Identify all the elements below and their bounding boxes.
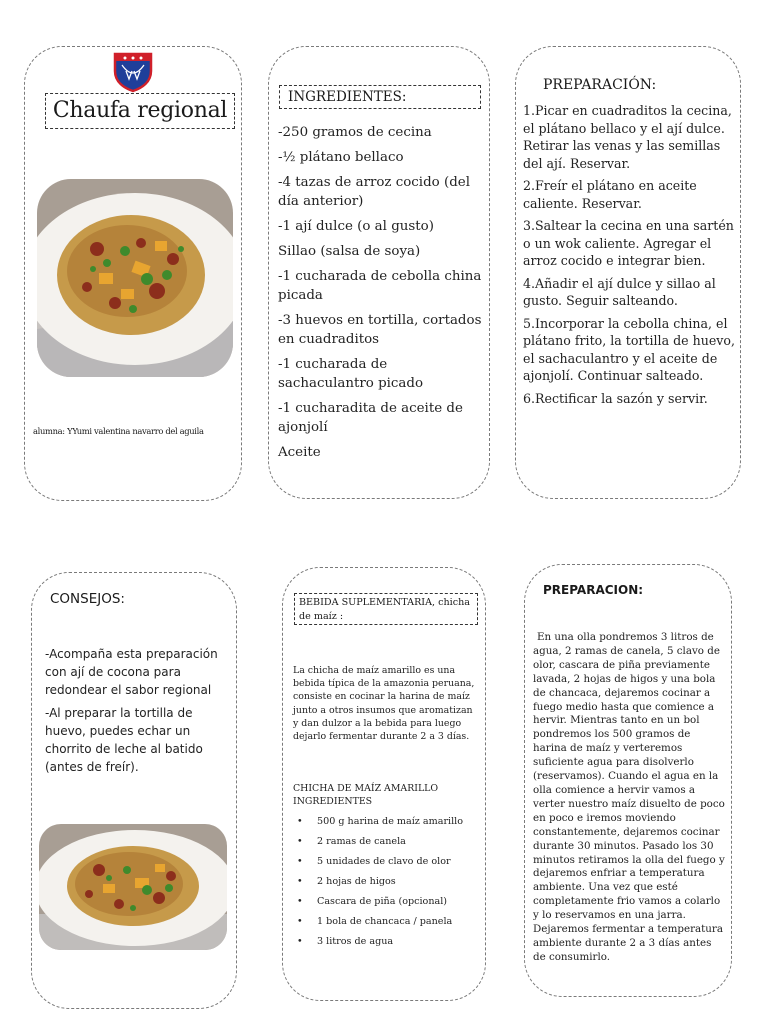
- ingredients-list: [278, 123, 484, 468]
- list-item: [287, 855, 483, 868]
- ingredient-item: -250 gramos de cecina: [278, 125, 432, 140]
- drink-ingredients-heading: CHICHA DE MAÍZ AMARILLO INGREDIENTES: [293, 783, 439, 808]
- bullet-icon: •: [297, 816, 303, 827]
- preparation-steps: [523, 102, 735, 412]
- drink-heading: BEBIDA SUPLEMENTARIA, chicha de maíz :: [299, 597, 471, 622]
- bullet-icon: •: [297, 896, 303, 907]
- student-name: alumna: YYumi valentina navarro del aguila: [33, 426, 204, 436]
- list-item: [287, 935, 483, 948]
- preparation-step: 3.Saltear la cecina en una sartén o un wok caliente. Agregar el arroz cocido e integrar bien.: [523, 218, 734, 268]
- ingredient-item: -1 cucharada de sachaculantro picado: [278, 357, 424, 391]
- ingredient-item: -3 huevos en tortilla, cortados en cuadraditos: [278, 313, 482, 347]
- tips-list: [45, 645, 229, 781]
- bullet-icon: •: [297, 856, 303, 867]
- preparation-panel: [515, 46, 741, 499]
- list-item-text: 1 bola de chancaca / panela: [317, 916, 453, 927]
- bullet-icon: •: [297, 916, 303, 927]
- preparation-step: 1.Picar en cuadraditos la cecina, el plátano bellaco y el ají dulce. Retirar las venas y las semillas del ají. Reservar.: [523, 103, 732, 171]
- drink-preparation-heading: PREPARACION:: [543, 583, 644, 597]
- drink-ingredients-list: [287, 815, 483, 955]
- tips-panel: [31, 572, 237, 1009]
- drink-preparation-panel: [524, 564, 732, 997]
- list-item: [287, 895, 483, 908]
- cover-panel: [24, 46, 242, 501]
- bullet-icon: •: [297, 936, 303, 947]
- bullet-icon: •: [297, 876, 303, 887]
- ingredients-heading-box: [279, 85, 481, 109]
- preparation-step: 4.Añadir el ají dulce y sillao al gusto. Seguir salteando.: [523, 275, 716, 308]
- bullet-icon: •: [297, 836, 303, 847]
- ingredients-panel: [268, 46, 490, 499]
- school-crest-icon: [112, 51, 154, 93]
- ingredient-item: -½ plátano bellaco: [278, 150, 404, 165]
- ingredient-item: -1 cucharada de cebolla china picada: [278, 269, 482, 303]
- list-item-text: 500 g harina de maíz amarillo: [317, 816, 464, 827]
- list-item: [287, 875, 483, 888]
- preparation-step: 5.Incorporar la cebolla china, el plátano frito, la tortilla de huevo, el sachaculantro y el aceite de ajonjolí. Continuar salteado.: [523, 315, 735, 383]
- recipe-title: Chaufa regional: [52, 98, 228, 123]
- chaufa-dish-photo: [37, 179, 233, 377]
- drink-intro: La chicha de maíz amarillo es una bebida típica de la amazonia peruana, consiste en cocinar la harina de maíz junto a otros insumos que aromatizan y dan dulzor a la bebida para luego dejarlo fermentar durante 2 a 3 días.: [293, 665, 475, 743]
- chaufa-dish-photo-small: [39, 824, 227, 950]
- tip-item: -Al preparar la tortilla de huevo, puedes echar un chorrito de leche al batido (antes de freír).: [45, 706, 203, 774]
- recipe-title-box: [45, 93, 235, 129]
- drink-heading-box: [294, 593, 478, 625]
- ingredient-item: Aceite: [278, 445, 321, 460]
- preparation-heading: PREPARACIÓN:: [543, 77, 657, 93]
- ingredient-item: -1 ají dulce (o al gusto): [278, 219, 434, 234]
- ingredient-item: -1 cucharadita de aceite de ajonjolí: [278, 401, 463, 435]
- drink-preparation-body: En una olla pondremos 3 litros de agua, 2 ramas de canela, 5 clavo de olor, cascara de piña previamente lavada, 2 hojas de higos y una bola de chancaca, dejaremos cocinar a fuego medio hasta que comience a hervir. Mientras tanto en un bol pondremos los 500 gramos de harina de maíz y verteremos suficiente agua para disolverlo (reservamos). Cuando el agua en la olla comience a hervir vamos a verter nuestro maíz disuelto de poco en poco e iremos moviendo constantemente, dejaremos cocinar durante 30 minutos. Pasado los 30 minutos retiramos la olla del fuego y dejaremos enfriar a temperatura ambiente. Una vez que esté completamente frio vamos a colarlo y lo reservamos en una jarra. Dejaremos fermentar a temperatura ambiente durante 2 a 3 días antes de consumirlo.: [533, 631, 725, 963]
- list-item-text: 5 unidades de clavo de olor: [317, 856, 451, 867]
- ingredients-heading: INGREDIENTES:: [288, 89, 407, 105]
- list-item-text: Cascara de piña (opcional): [317, 896, 448, 907]
- drink-panel: [282, 567, 486, 1001]
- list-item: [287, 835, 483, 848]
- ingredient-item: Sillao (salsa de soya): [278, 244, 421, 259]
- tip-item: -Acompaña esta preparación con ají de cocona para redondear el sabor regional: [45, 647, 218, 697]
- list-item-text: 2 hojas de higos: [317, 876, 396, 887]
- ingredient-item: -4 tazas de arroz cocido (del día anterior): [278, 175, 470, 209]
- list-item: [287, 815, 483, 828]
- list-item-text: 3 litros de agua: [317, 936, 394, 947]
- list-item-text: 2 ramas de canela: [317, 836, 406, 847]
- preparation-step: 6.Rectificar la sazón y servir.: [523, 390, 708, 406]
- tips-heading: CONSEJOS:: [50, 591, 125, 607]
- list-item: [287, 915, 483, 928]
- preparation-step: 2.Freír el plátano en aceite caliente. Reservar.: [523, 178, 697, 211]
